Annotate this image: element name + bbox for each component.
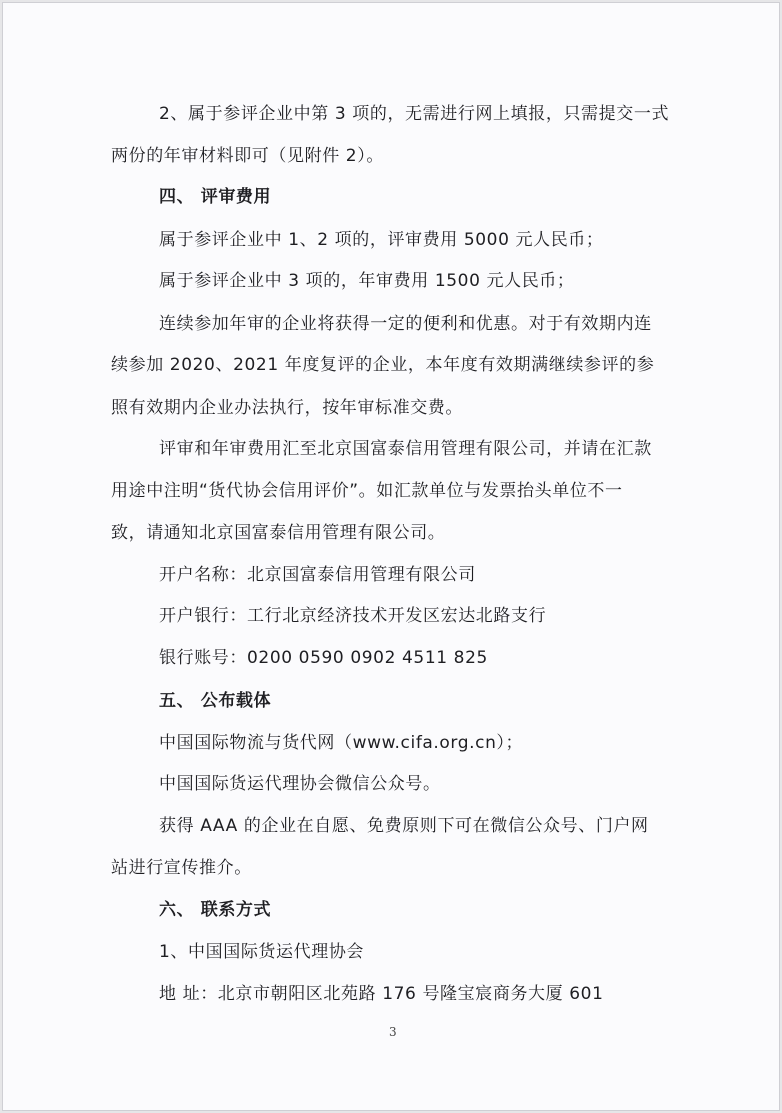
account-bank-line: 开户银行：工行北京经济技术开发区宏达北路支行 xyxy=(159,606,547,626)
account-number-line: 银行账号：0200 0590 0902 4511 825 xyxy=(159,648,488,668)
paragraph-line: 评审和年审费用汇至北京国富泰信用管理有限公司，并请在汇款 xyxy=(159,439,652,459)
section-heading-publication: 五、 公布载体 xyxy=(159,691,272,711)
paragraph-line: 中国国际货运代理协会微信公众号。 xyxy=(159,774,441,794)
paragraph-line: 续参加 2020、2021 年度复评的企业，本年度有效期满继续参评的参 xyxy=(111,355,655,375)
paragraph-line: 两份的年审材料即可（见附件 2）。 xyxy=(111,146,384,166)
address-line: 地 址：北京市朝阳区北苑路 176 号隆宝宸商务大厦 601 xyxy=(159,984,604,1004)
paragraph-line: 致，请通知北京国富泰信用管理有限公司。 xyxy=(111,523,446,543)
section-heading-contact: 六、 联系方式 xyxy=(159,900,272,920)
paragraph-line: 2、属于参评企业中第 3 项的，无需进行网上填报，只需提交一式 xyxy=(159,104,670,124)
paragraph-line: 1、中国国际货运代理协会 xyxy=(159,942,365,962)
document-page xyxy=(2,2,780,1111)
paragraph-line: 属于参评企业中 1、2 项的，评审费用 5000 元人民币； xyxy=(159,230,604,250)
account-name-line: 开户名称：北京国富泰信用管理有限公司 xyxy=(159,565,476,585)
paragraph-line: 属于参评企业中 3 项的，年审费用 1500 元人民币； xyxy=(159,271,575,291)
paragraph-line: 照有效期内企业办法执行，按年审标准交费。 xyxy=(111,398,463,418)
page-number: 3 xyxy=(389,1025,397,1039)
section-heading-fees: 四、 评审费用 xyxy=(159,187,272,207)
paragraph-line: 获得 AAA 的企业在自愿、免费原则下可在微信公众号、门户网 xyxy=(159,816,649,836)
paragraph-line: 中国国际物流与货代网（www.cifa.org.cn）； xyxy=(159,733,524,753)
paragraph-line: 站进行宣传推介。 xyxy=(111,858,252,878)
paragraph-line: 连续参加年审的企业将获得一定的便利和优惠。对于有效期内连 xyxy=(159,314,652,334)
paragraph-line: 用途中注明“货代协会信用评价”。如汇款单位与发票抬头单位不一 xyxy=(111,481,623,501)
